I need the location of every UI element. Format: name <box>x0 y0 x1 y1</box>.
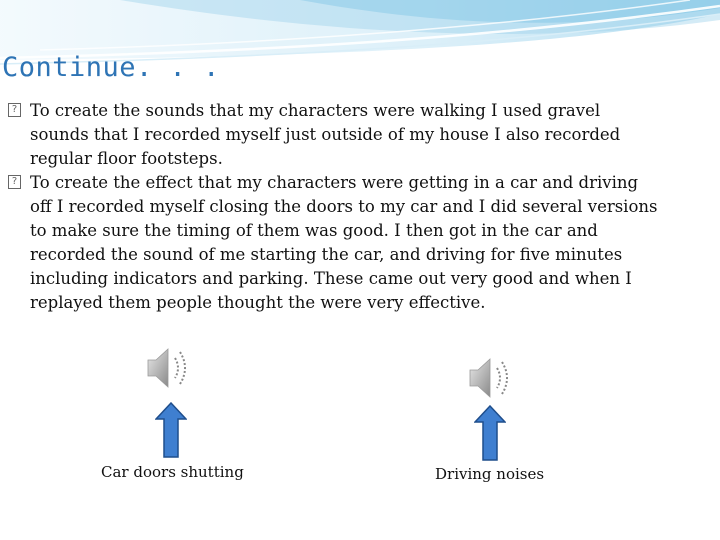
bullet-marker-icon: ? <box>8 175 21 189</box>
bullet-item <box>8 99 658 171</box>
speaker-icon[interactable] <box>468 356 514 400</box>
audio-caption-car-doors: Car doors shutting <box>101 463 244 481</box>
audio-caption-driving-noises: Driving noises <box>435 465 545 483</box>
speaker-icon[interactable] <box>146 346 192 390</box>
up-arrow-icon <box>155 402 187 458</box>
up-arrow-icon <box>474 405 506 461</box>
bullet-item <box>8 171 658 315</box>
bullet-marker-icon: ? <box>8 103 21 117</box>
bullet-text: To create the effect that my characters were getting in a car and driving off I recorded myself closing the doors to my car and I did several versions to make sure the timing of them was good. I then got in the car and recorded the sound of me starting the car, and driving for five minutes including indicators and parking. These came out very good and when I replayed them people thought the were very effective. <box>30 173 658 312</box>
bullet-text: To create the sounds that my characters were walking I used gravel sounds that I recorded myself just outside of my house I also recorded regular floor footsteps. <box>30 101 621 168</box>
slide-title: Continue. . . <box>2 52 220 83</box>
bullet-list <box>8 99 658 315</box>
